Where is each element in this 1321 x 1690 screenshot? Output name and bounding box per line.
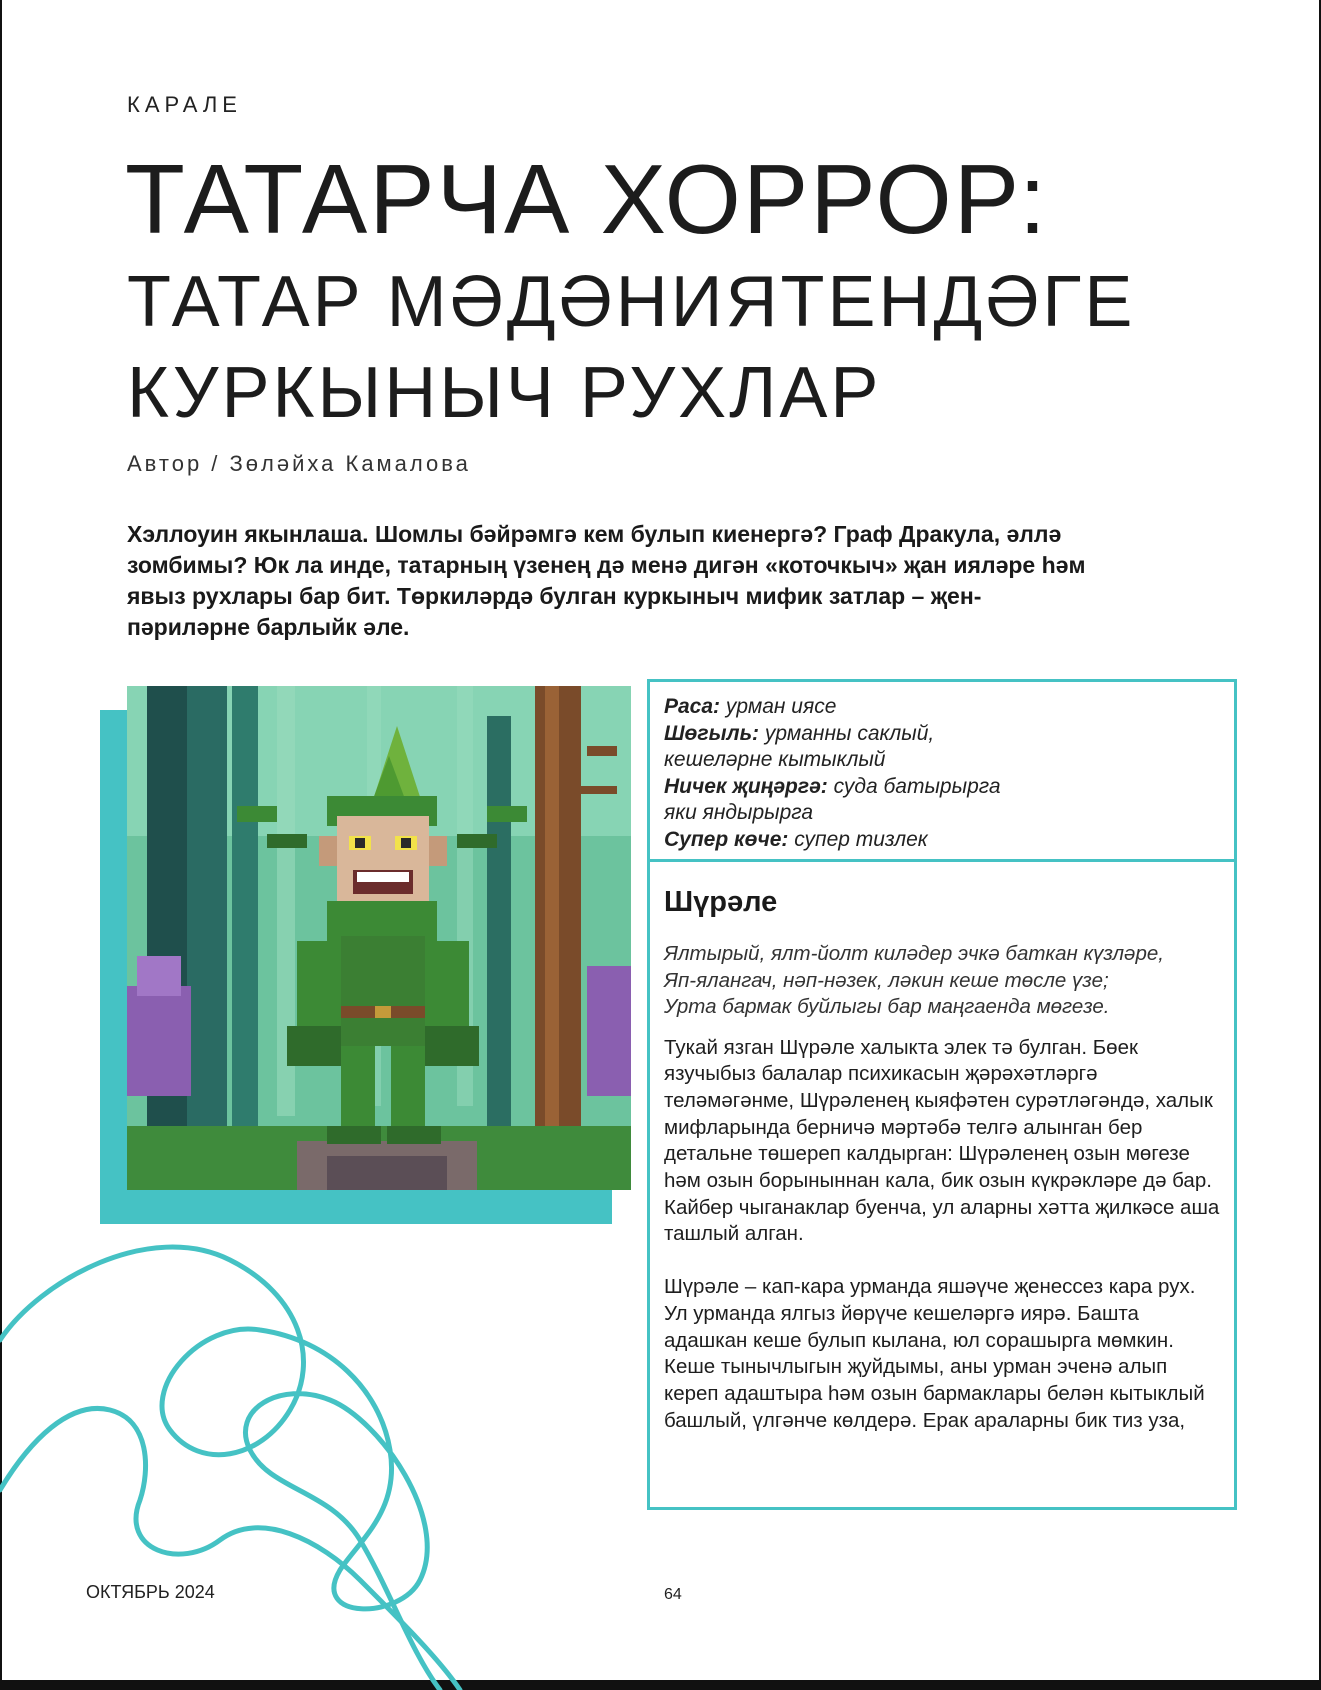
story-title: Шүрәле xyxy=(664,886,778,918)
info-defeat-label: Ничек җиңәргә: xyxy=(664,774,828,798)
info-power-label: Супер көче: xyxy=(664,827,789,851)
info-power-value: супер тизлек xyxy=(794,827,928,851)
info-job-label: Шөгыль: xyxy=(664,721,760,745)
footer-page-number: 64 xyxy=(664,1586,682,1603)
story-paragraph: Шүрәле – кап-кара урманда яшәүче җенессез кара рух. Ул урманда ялгыз йөрүче кешеләргә иярә. Башта адашкан кеше булып кылана, юл сорашырга мөмкин. Кеше тынычлыгын җуйдымы, аны урман эченә алып кереп адаштыра һәм озын бармаклары белән кытыклый башлый, үлгәнче көлдерә. Ерак араларны бик тиз уза, xyxy=(664,1275,1205,1432)
info-race-value: урман иясе xyxy=(725,695,837,718)
info-race xyxy=(664,694,1220,721)
story-paragraph: Тукай язган Шүрәле халыкта элек тә булган. Бөек язучыбыз балалар психикасын җәрәхәтләргә теләмәгәнме, Шүрәленең кыяфәтен сурәтләгәндә, халык мифларында берничә мәртәбә телгә алынган бер детальне төшереп калдырган: Шүрәленең озын мөгезе һәм озын борыныннан кала, бик озын күкрәкләре дә бар. Кайбер чыганаклар буенча, ул аларны хәтта җилкәсе аша ташлый алган. xyxy=(664,1035,1220,1246)
article-title-line-2: ТАТАР МӘДӘНИЯТЕНДӘГЕ xyxy=(127,262,1136,342)
footer-date: ОКТЯБРЬ 2024 xyxy=(86,1582,215,1602)
decorative-squiggle xyxy=(0,1240,600,1690)
info-power xyxy=(664,827,1220,854)
story-verse xyxy=(664,941,1220,1021)
article-title-line-1: ТАТАРЧА ХОРРОР: xyxy=(125,144,1049,254)
info-job xyxy=(664,721,1220,748)
info-defeat-value-1: суда батырырга xyxy=(833,774,1001,798)
section-label: КАРАЛЕ xyxy=(127,92,242,117)
article-title-line-3: КУРКЫНЫЧ РУХЛАР xyxy=(127,353,882,433)
info-defeat xyxy=(664,774,1220,801)
story-box xyxy=(647,862,1237,1510)
info-race-label: Раса: xyxy=(664,695,721,718)
info-job-continued: кешеләрне кытыклый xyxy=(664,748,886,771)
article-lead: Хэллоуин якынлаша. Шомлы бәйрәмгә кем булып киенергә? Граф Дракула, әллә зомбимы? Юк ла инде, татарның үзенең дә менә дигән «коточкыч» җан ияләре һәм явыз рухлары бар бит. Төркиләрдә булган куркыныч мифик затлар – җен-пәриләрне барлыйк әле. xyxy=(127,521,1086,640)
character-info-box xyxy=(647,679,1237,862)
info-defeat-continued: яки яндырырга xyxy=(664,801,814,824)
info-job-value-1: урманны саклый, xyxy=(764,721,935,745)
verse-line: Ялтырый, ялт-йолт киләдер эчкә баткан күзләре, xyxy=(664,942,1164,965)
verse-line: Яп-ялангач, нәп-нәзек, ләкин кеше төсле үзе; xyxy=(664,968,1109,992)
shurale-forest-creature-icon xyxy=(127,686,631,1190)
verse-line: Урта бармак буйлыгы бар маңгаенда мөгезе. xyxy=(664,995,1110,1018)
article-author: Автор / Зөләйха Камалова xyxy=(127,451,471,476)
